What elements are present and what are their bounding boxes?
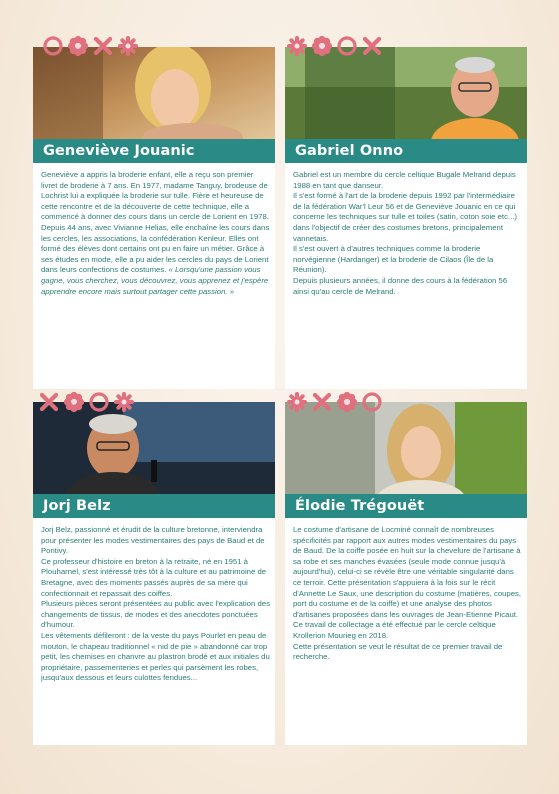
cross-icon [92, 35, 114, 57]
bio-genevieve-jouanic [41, 170, 270, 297]
card-gabriel-onno [285, 47, 527, 389]
card-elodie-tregouet [285, 402, 527, 745]
bio-paragraph: Plusieurs pièces seront présentées au public avec l'explication des changements de tissus, de modes et des anecdotes ponctuées d'humour. [41, 599, 270, 630]
decor-icons-card-4 [286, 391, 383, 413]
cross-icon [311, 391, 333, 413]
bio-paragraph: Les vêtements défileront : de la veste du pays Pourlet en peau de mouton, le chapeau traditionnel « nid de pie » abandonné car trop petit, les chemises en chanvre au plastron brodé et aux initiales du propriétaire, passementeries et perles qui parsèment les robes, jusqu'aux dessous et leurs culottes fendues... [41, 630, 270, 683]
bio-paragraph: Il s'est ouvert à d'autres techniques comme la broderie norvégienne (Hardanger) et la broderie de Cilaos (Île de la Réunion). [293, 244, 494, 275]
name-gabriel-onno: Gabriel Onno [285, 139, 527, 163]
cross-icon [361, 35, 383, 57]
cross-icon [38, 391, 60, 413]
gear-flower-icon [113, 391, 135, 413]
bio-quote: « Lorsqu'une passion vous gagne, vous cherchez, vous découvrez, vous apprenez et j'espère apprendre encore mais surtout partager cette passion. » [41, 265, 269, 296]
card-jorj-belz [33, 402, 275, 745]
bio-paragraph: Depuis plusieurs années, il donne des cours à la fédération 56 ainsi qu'au cercle de Melrand. [293, 275, 508, 296]
gear-flower-icon [286, 35, 308, 57]
bio-gabriel-onno [293, 170, 522, 297]
bio-paragraph: Cette présentation se veut le résultat de ce premier travail de recherche. [293, 641, 503, 662]
name-jorj-belz: Jorj Belz [33, 494, 275, 518]
gear-flower-icon [117, 35, 139, 57]
flower-icon [311, 35, 333, 57]
circle-icon [336, 35, 358, 57]
decor-icons-card-3 [38, 391, 135, 413]
photo-genevieve-jouanic [33, 47, 275, 139]
bio-paragraph: Gabriel est un membre du cercle celtique Bugale Melrand depuis 1988 en tant que danseur. [293, 170, 516, 190]
circle-icon [88, 391, 110, 413]
name-elodie-tregouet: Élodie Trégouët [285, 494, 527, 518]
circle-icon [42, 35, 64, 57]
bio-jorj-belz [41, 525, 270, 684]
bio-paragraph: Geneviève a appris la broderie enfant, elle a reçu son premier livret de broderie à 7 ans. En 1977, madame Tanguy, brodeuse de Lochrist lui a expliquée la broderie sur tulle. Fière et heureuse de cette rencontre et de la découverte de cette technique, elle a commencé à donner des cours dans un cercle de Lorient en 1978. Depuis 44 ans, avec Vivianne Helias, elle enchaîne les cours dans les cercles, les associations, la confédération Kenleur. Elles ont formé des élèves dont certains ont pu en faire un métier. Grâce à ses études en mode, elle a pu aider les cercles du pays de Lorient dans leurs confections de costumes. « Lorsqu'une passion vous gagne, vous cherchez, vous découvrez, vous apprenez et j'espère apprendre encore mais surtout partager cette passion. » [41, 170, 270, 296]
decor-icons-card-1 [42, 35, 139, 57]
bio-paragraph: Jorj Belz, passionné et érudit de la culture bretonne, interviendra pour présenter les modes vestimentaires des pays de Baud et de Pontivy. [41, 525, 265, 556]
bio-paragraph: Ce professeur d'histoire en breton à la retraite, né en 1951 à Plouharnel, s'est intéressé très tôt à la culture et au patrimoine de Bretagne, avec des moments passés auprès de sa mère qui confectionnait et repassait des coiffes. [41, 556, 267, 598]
flower-icon [336, 391, 358, 413]
photo-gabriel-onno [285, 47, 527, 139]
flower-icon [63, 391, 85, 413]
circle-icon [361, 391, 383, 413]
bio-paragraph: Le costume d'artisane de Locminé connaît de nombreuses spécificités par rapport aux autres modes vestimentaires du pays de Baud. De la coiffe posée en huit sur la chevelure de l'artisane à sa robe et ses manches évasées (seule mode connue jusqu'à aujourd'hui), celui-ci se révèle être une véritable singularité dans ce terroir. Cette présentation s'appuiera à la fois sur le récit d'Annette Le Saux, une description du costume (matières, coupes, port du costume et de la coiffe) et une analyse des photos d'artisanes proposées dans les ouvrages de Jean-Etienne Picaut. [293, 525, 522, 619]
gear-flower-icon [286, 391, 308, 413]
bio-elodie-tregouet [293, 525, 522, 663]
bio-paragraph: Ce travail de collectage a été effectué par le cercle celtique Krollerion Mourieg en 2018. [293, 620, 496, 640]
name-genevieve-jouanic: Geneviève Jouanic [33, 139, 275, 163]
flower-icon [67, 35, 89, 57]
card-genevieve-jouanic [33, 47, 275, 389]
decor-icons-card-2 [286, 35, 383, 57]
bio-paragraph: Il s'est formé à l'art de la broderie depuis 1992 par l'intermédiaire de la fédération War'l Leur 56 et de Geneviève Jouanic en ce qui concerne les techniques sur tulle et toiles (satin, coton soie etc...) dans l'objectif de créer des costumes bretons, principalement vannetais. [293, 191, 518, 243]
photo-jorj-belz [33, 402, 275, 494]
photo-elodie-tregouet [285, 402, 527, 494]
